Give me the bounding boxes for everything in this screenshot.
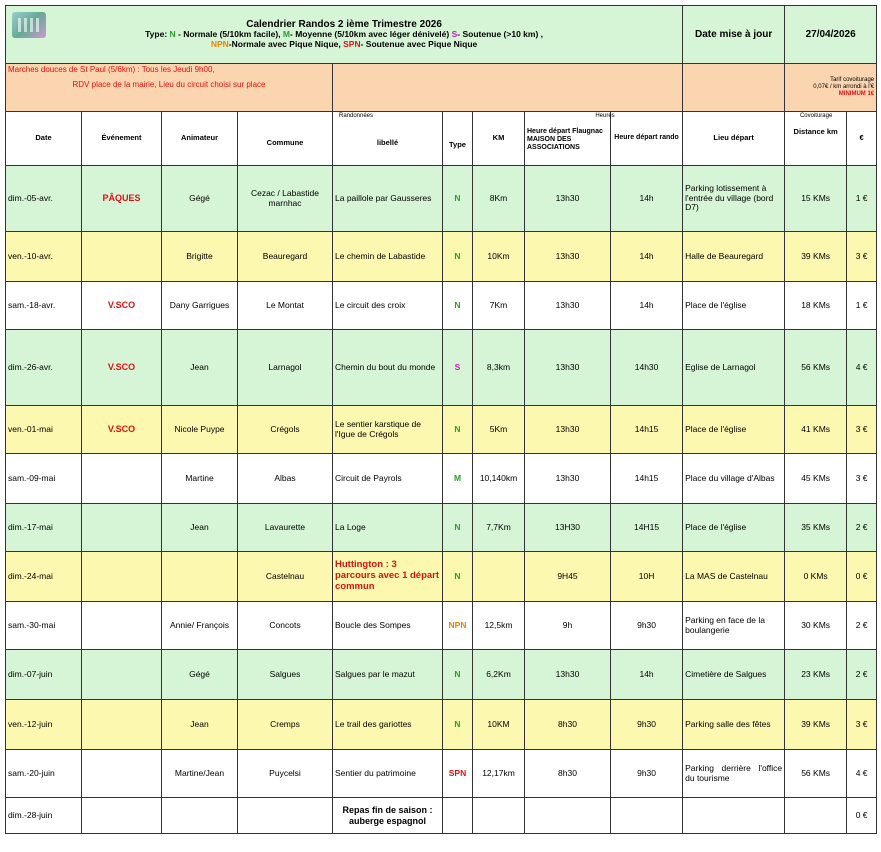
cell-lieu: Halle de Beauregard (683, 232, 785, 282)
cell-distance: 56 KMs (785, 750, 847, 798)
cell-heure-flaugnac: 13h30 (525, 406, 611, 454)
cell-distance: 30 KMs (785, 602, 847, 650)
marches-douces-cell (6, 64, 333, 112)
cell-type: N (443, 166, 473, 232)
table-row (6, 282, 877, 330)
calendar-table (5, 5, 877, 834)
col-commune: Commune (266, 138, 304, 147)
cell-animateur: Jean (162, 504, 238, 552)
col-type: Type (443, 112, 473, 166)
cell-heure-flaugnac: 13h30 (525, 650, 611, 700)
cell-libelle: Le trail des gariottes (333, 700, 443, 750)
col-heure-flaugnac-group (525, 112, 615, 166)
group-heures: Heures (595, 113, 615, 119)
cell-heure-rando: 14h (611, 282, 683, 330)
title-cell (6, 6, 683, 64)
cell-type: N (443, 406, 473, 454)
cell-heure-flaugnac: 13h30 (525, 166, 611, 232)
table-row (6, 650, 877, 700)
cell-km: 7,7Km (473, 504, 525, 552)
cell-heure-flaugnac: 13h30 (525, 454, 611, 504)
cell-libelle: La Loge (333, 504, 443, 552)
cell-lieu: Place du village d'Albas (683, 454, 785, 504)
cell-event: V.SCO (82, 330, 162, 406)
cell-distance: 23 KMs (785, 650, 847, 700)
cell-heure-rando: 10H (611, 552, 683, 602)
cell-distance: 35 KMs (785, 504, 847, 552)
cell-distance: 15 KMs (785, 166, 847, 232)
cell-event (82, 700, 162, 750)
cell-event: V.SCO (82, 406, 162, 454)
cell-heure-flaugnac: 8h30 (525, 750, 611, 798)
cell-lieu: La MAS de Castelnau (683, 552, 785, 602)
tarif-line2: 0,07€ / km arrondi à l'€ (813, 84, 875, 91)
cell-km: 12,17km (473, 750, 525, 798)
cell-commune (238, 798, 333, 834)
group-covoiturage: Covoiturage (799, 113, 833, 119)
cell-heure-rando: 14h (611, 232, 683, 282)
cell-lieu: Eglise de Larnagol (683, 330, 785, 406)
cell-distance: 39 KMs (785, 700, 847, 750)
legend-text-n: - Normale (5/10km facile), (175, 29, 283, 40)
cell-km (473, 552, 525, 602)
cell-animateur: Annie/ François (162, 602, 238, 650)
cell-type: M (443, 454, 473, 504)
table-row (6, 798, 877, 834)
tarif-cell (785, 64, 877, 112)
cell-type: S (443, 330, 473, 406)
cell-commune: Puycelsi (238, 750, 333, 798)
cell-euro: 3 € (847, 406, 877, 454)
cell-date: ven.-10-avr. (6, 232, 82, 282)
cell-heure-rando (611, 798, 683, 834)
cell-euro: 1 € (847, 282, 877, 330)
cell-heure-rando: 14h (611, 166, 683, 232)
cell-animateur: Martine (162, 454, 238, 504)
cell-heure-rando: 14H15 (611, 504, 683, 552)
cell-date: ven.-01-mai (6, 406, 82, 454)
cell-km: 8Km (473, 166, 525, 232)
cell-animateur: Nicole Puype (162, 406, 238, 454)
cell-type: N (443, 700, 473, 750)
date-update-label: Date mise à jour (683, 6, 785, 64)
cell-animateur: Gégé (162, 166, 238, 232)
cell-lieu: Parking en face de la boulangerie (683, 602, 785, 650)
cell-event (82, 602, 162, 650)
cell-commune: Crégols (238, 406, 333, 454)
table-row (6, 166, 877, 232)
cell-libelle: Sentier du patrimoine (333, 750, 443, 798)
cell-heure-rando: 9h30 (611, 750, 683, 798)
col-heure-flaugnac: Heure départ Flaugnac MAISON DES ASSOCIATIONS (527, 128, 603, 152)
table-row (6, 330, 877, 406)
col-distance-group (785, 112, 847, 166)
cell-euro: 2 € (847, 650, 877, 700)
legend-code-s: S (451, 29, 458, 40)
legend-text-spn: - Soutenue avec Pique Nique (360, 39, 478, 50)
cell-type: N (443, 282, 473, 330)
cell-libelle: Le sentier karstique de l'Igue de Crégols (333, 406, 443, 454)
cell-libelle: Salgues par le mazut (333, 650, 443, 700)
legend-text-s: - Soutenue (>10 km) , (457, 29, 543, 40)
cell-type: N (443, 650, 473, 700)
cell-libelle: Circuit de Payrols (333, 454, 443, 504)
cell-lieu: Parking salle des fêtes (683, 700, 785, 750)
cell-euro: 3 € (847, 232, 877, 282)
cell-date: sam.-30-mai (6, 602, 82, 650)
cell-date: ven.-12-juin (6, 700, 82, 750)
cell-euro: 3 € (847, 700, 877, 750)
cell-km: 10Km (473, 232, 525, 282)
cell-date: sam.-18-avr. (6, 282, 82, 330)
col-libelle: libellé (376, 138, 399, 147)
cell-commune: Castelnau (238, 552, 333, 602)
col-km: KM (473, 112, 525, 166)
title-row (6, 6, 877, 64)
cell-date: dim.-28-juin (6, 798, 82, 834)
cell-lieu: Parking derrière l'office du tourisme (683, 750, 785, 798)
cell-date: dim.-26-avr. (6, 330, 82, 406)
cell-animateur (162, 798, 238, 834)
cell-heure-rando: 14h15 (611, 454, 683, 504)
cell-type: N (443, 504, 473, 552)
col-euro: € (847, 112, 877, 166)
cell-km: 10KM (473, 700, 525, 750)
cell-event (82, 552, 162, 602)
cell-lieu: Place de l'église (683, 406, 785, 454)
table-row (6, 750, 877, 798)
legend-code-npn: NPN (210, 39, 229, 50)
cell-km: 10,140km (473, 454, 525, 504)
cell-lieu: Place de l'église (683, 282, 785, 330)
cell-event: V.SCO (82, 282, 162, 330)
cell-heure-flaugnac: 13h30 (525, 330, 611, 406)
rdv-text: RDV place de la mairie, Lieu du circuit choisi sur place (72, 80, 266, 90)
cell-km: 12,5km (473, 602, 525, 650)
tarif-line3: MINIMUM 1€ (838, 90, 875, 97)
cell-animateur (162, 552, 238, 602)
info-row (6, 64, 877, 112)
cell-commune: Salgues (238, 650, 333, 700)
cell-lieu: Cimetière de Salgues (683, 650, 785, 700)
cell-commune: Beauregard (238, 232, 333, 282)
cell-libelle: Huttington : 3 parcours avec 1 départ commun (333, 552, 443, 602)
cell-type: N (443, 232, 473, 282)
table-row (6, 504, 877, 552)
type-legend (8, 30, 680, 50)
legend-code-m: M (282, 29, 291, 40)
tarif-line1: Tarif covoiturage (830, 77, 875, 84)
cell-euro: 2 € (847, 504, 877, 552)
cell-animateur: Brigitte (162, 232, 238, 282)
cell-euro: 4 € (847, 750, 877, 798)
cell-euro: 2 € (847, 602, 877, 650)
cell-animateur: Martine/Jean (162, 750, 238, 798)
table-row (6, 552, 877, 602)
cell-event: PÂQUES (82, 166, 162, 232)
table-row (6, 602, 877, 650)
cell-event (82, 650, 162, 700)
cell-distance: 0 KMs (785, 552, 847, 602)
table-row (6, 454, 877, 504)
cell-heure-rando: 14h (611, 650, 683, 700)
cell-type: SPN (443, 750, 473, 798)
col-distance: Distance km (793, 127, 838, 136)
cell-euro: 4 € (847, 330, 877, 406)
legend-code-spn: SPN (343, 39, 361, 50)
cell-distance (785, 798, 847, 834)
cell-euro: 1 € (847, 166, 877, 232)
cell-event (82, 504, 162, 552)
cell-euro: 0 € (847, 798, 877, 834)
cell-libelle: Le circuit des croix (333, 282, 443, 330)
cell-libelle: La paillole par Gausseres (333, 166, 443, 232)
col-date: Date (6, 112, 82, 166)
col-lieu: Lieu départ (683, 112, 785, 166)
cell-heure-flaugnac (525, 798, 611, 834)
marches-douces-text: Marches douces de St Paul (5/6km) : Tous les Jeudi 9h00, (8, 65, 215, 74)
cell-event (82, 750, 162, 798)
date-update-value: 27/04/2026 (785, 6, 877, 64)
cell-date: dim.-05-avr. (6, 166, 82, 232)
cell-heure-flaugnac: 13h30 (525, 232, 611, 282)
cell-heure-flaugnac: 9h (525, 602, 611, 650)
cell-heure-rando: 14h30 (611, 330, 683, 406)
club-logo-icon (12, 12, 46, 38)
cell-libelle: Repas fin de saison : auberge espagnol (333, 798, 443, 834)
table-row (6, 232, 877, 282)
cell-commune: Albas (238, 454, 333, 504)
cell-lieu (683, 798, 785, 834)
cell-animateur: Dany Garrigues (162, 282, 238, 330)
group-randonnees: Randonnées (338, 113, 374, 119)
cell-km: 5Km (473, 406, 525, 454)
cell-commune: Lavaurette (238, 504, 333, 552)
cell-type: NPN (443, 602, 473, 650)
legend-text-npn: -Normale avec Pique Nique, (228, 39, 344, 50)
cell-euro: 0 € (847, 552, 877, 602)
cell-km (473, 798, 525, 834)
cell-commune: Cremps (238, 700, 333, 750)
cell-commune: Cezac / Labastide marnhac (238, 166, 333, 232)
cell-event (82, 232, 162, 282)
cell-date: dim.-07-juin (6, 650, 82, 700)
info-empty-cell-2 (683, 64, 785, 112)
cell-animateur: Jean (162, 700, 238, 750)
cell-lieu: Place de l'église (683, 504, 785, 552)
cell-km: 6,2Km (473, 650, 525, 700)
cell-animateur: Gégé (162, 650, 238, 700)
cell-heure-flaugnac: 13H30 (525, 504, 611, 552)
cell-type (443, 798, 473, 834)
cell-distance: 39 KMs (785, 232, 847, 282)
cell-commune: Larnagol (238, 330, 333, 406)
cell-commune: Le Montat (238, 282, 333, 330)
cell-km: 7Km (473, 282, 525, 330)
cell-event (82, 454, 162, 504)
cell-date: dim.-24-mai (6, 552, 82, 602)
cell-heure-rando: 14h15 (611, 406, 683, 454)
cell-heure-flaugnac: 13h30 (525, 282, 611, 330)
cell-type: N (443, 552, 473, 602)
table-row (6, 406, 877, 454)
cell-distance: 45 KMs (785, 454, 847, 504)
cell-distance: 41 KMs (785, 406, 847, 454)
cell-distance: 56 KMs (785, 330, 847, 406)
info-empty-cell (333, 64, 683, 112)
cell-heure-flaugnac: 8h30 (525, 700, 611, 750)
cell-lieu: Parking lotissement à l'entrée du village (bord D7) (683, 166, 785, 232)
cell-euro: 3 € (847, 454, 877, 504)
column-header-row (6, 112, 877, 166)
cell-date: sam.-09-mai (6, 454, 82, 504)
cell-date: dim.-17-mai (6, 504, 82, 552)
cell-event (82, 798, 162, 834)
cell-commune: Concots (238, 602, 333, 650)
cell-heure-rando: 9h30 (611, 602, 683, 650)
table-row (6, 700, 877, 750)
cell-libelle: Boucle des Sompes (333, 602, 443, 650)
col-heure-rando: Heure départ rando (611, 112, 683, 166)
legend-text-m: - Moyenne (5/10km avec léger dénivelé) (290, 29, 452, 40)
cell-libelle: Le chemin de Labastide (333, 232, 443, 282)
cell-libelle: Chemin du bout du monde (333, 330, 443, 406)
col-evenement: Événement (82, 112, 162, 166)
cell-heure-flaugnac: 9H45 (525, 552, 611, 602)
cell-heure-rando: 9h30 (611, 700, 683, 750)
page-title: Calendrier Randos 2 ième Trimestre 2026 (246, 18, 442, 30)
legend-code-n: N (169, 29, 176, 40)
col-animateur: Animateur (162, 112, 238, 166)
legend-prefix: Type: (145, 29, 170, 40)
cell-distance: 18 KMs (785, 282, 847, 330)
cell-date: sam.-20-juin (6, 750, 82, 798)
cell-animateur: Jean (162, 330, 238, 406)
cell-km: 8,3km (473, 330, 525, 406)
col-libelle-group (333, 112, 443, 166)
